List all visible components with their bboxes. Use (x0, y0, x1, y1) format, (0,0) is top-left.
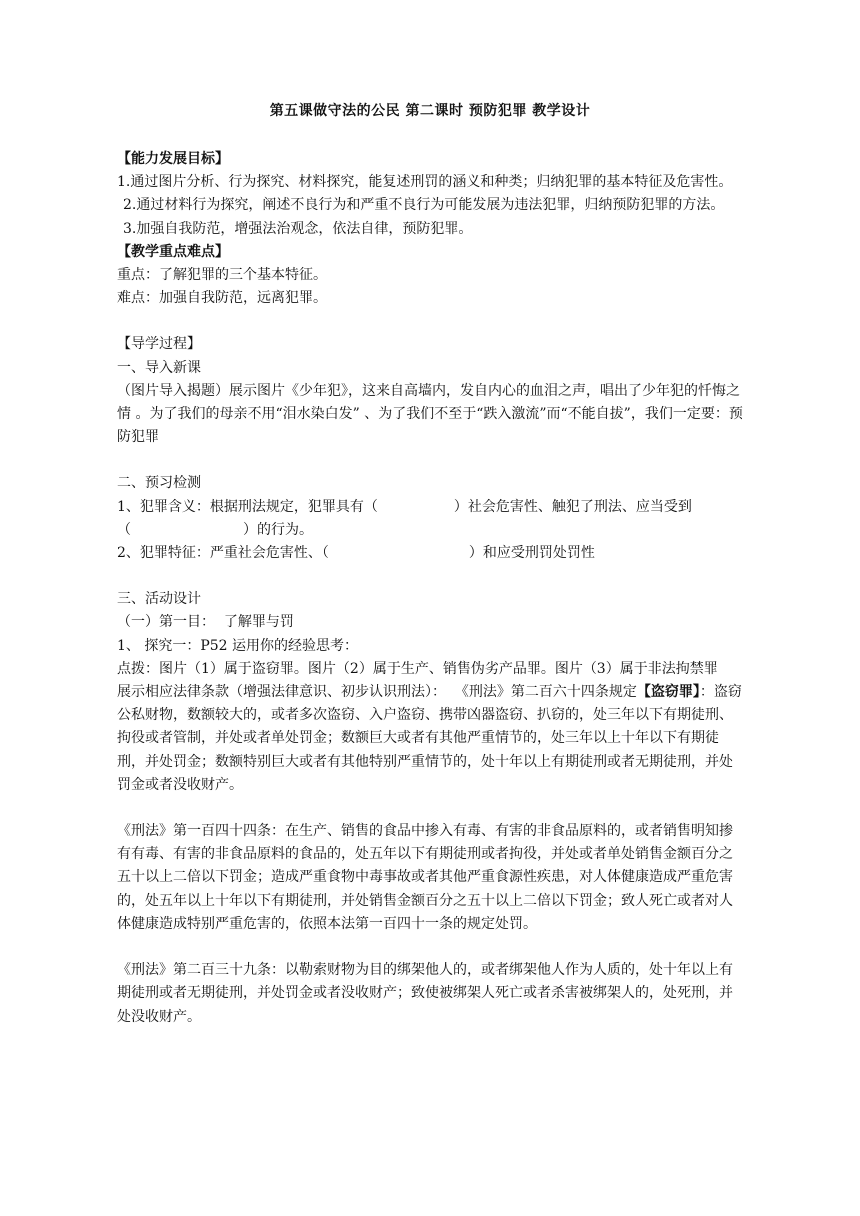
q1-text-b: ）社会危害性、触犯了刑法、应当受到 (453, 498, 692, 515)
section1-text: （图片导入揭题）展示图片《少年犯》，这来自高墙内，发自内心的血泪之声，唱出了少年犯的忏悔之情 。为了我们的母亲不用“泪水染白发” 、为了我们不至于“跌入激流”而“不能自拔”，我们一定要：预防犯罪 (117, 382, 743, 446)
difficult-point: 难点：加强自我防范，远离犯罪。 (117, 290, 327, 307)
section3-sub1: （一）第一目： 了解罪与罚 (117, 614, 294, 631)
q1-text-a: 1、犯罪含义：根据刑法规定，犯罪具有（ (117, 498, 378, 515)
process-heading: 【导学过程】 (117, 336, 201, 353)
preview-question-2 (117, 542, 743, 565)
q1-text-d: ）的行为。 (243, 521, 313, 538)
law-144: 《刑法》第一百四十四条：在生产、销售的食品中掺入有毒、有害的非食品原料的，或者销售明知掺有有毒、有害的非食品原料的食品的，处五年以下有期徒刑或者拘役，并处或者单处销售金额百分之五十以上二倍以下罚金；造成严重食物中毒事故或者其他严重食源性疾患，对人体健康造成严重危害的，处五年以上十年以下有期徒刑，并处销售金额百分之五十以上二倍以下罚金；致人死亡或者对人体健康造成特别严重危害的，依照本法第一百四十一条的规定处罚。 (117, 823, 733, 932)
goal-item-1: 1.通过图片分析、行为探究、材料探究，能复述刑罚的涵义和种类；归纳犯罪的基本特征及危害性。 (117, 174, 733, 191)
preview-question-1-cont (117, 519, 743, 542)
law-264-intro: 展示相应法律条款（增强法律意识、初步认识刑法）： 《刑法》第二百六十四条规定 (117, 684, 637, 701)
goals-heading: 【能力发展目标】 (117, 151, 229, 167)
document-page (117, 100, 743, 1029)
law-264-body: ：盗窃公私财物，数额较大的，或者多次盗窃、入户盗窃、携带凶器盗窃、扒窃的，处三年以下有期徒刑、拘役或者管制，并处或者单处罚金；数额巨大或者有其他严重情节的，处三年以上十年以下有期徒刑，并处罚金；数额特别巨大或者有其他特别严重情节的，处十年以上有期徒刑或者无期徒刑，并处罚金或者没收财产。 (117, 684, 742, 793)
keypoints-heading: 【教学重点难点】 (117, 243, 229, 260)
key-point: 重点：了解犯罪的三个基本特征。 (117, 267, 327, 284)
goal-item-2: 2.通过材料行为探究，阐述不良行为和严重不良行为可能发展为违法犯罪，归纳预防犯罪的方法。 (123, 197, 725, 214)
law-239: 《刑法》第二百三十九条：以勒索财物为目的绑架他人的，或者绑架他人作为人质的，处十年以上有期徒刑或者无期徒刑，并处罚金或者没收财产；致使被绑架人死亡或者杀害被绑架人的，处死刑，并处没收财产。 (117, 962, 733, 1025)
law-264-crime: 【盗窃罪】 (636, 684, 700, 701)
section3-title: 三、活动设计 (117, 591, 201, 608)
hint-text: 点拨：图片（1）属于盗窃罪。图片（2）属于生产、销售伪劣产品罪。图片（3）属于非法拘禁罪 (117, 660, 718, 677)
section1-title: 一、导入新课 (117, 359, 201, 376)
document-title: 第五课做守法的公民 第二课时 预防犯罪 教学设计 (269, 103, 591, 119)
preview-question-1 (117, 496, 743, 519)
explore-one: 1、 探究一：P52 运用你的经验思考： (117, 637, 359, 654)
q1-text-c: （ (117, 521, 131, 538)
section2-title: 二、预习检测 (117, 475, 201, 492)
goal-item-3: 3.加强自我防范，增强法治观念，依法自律，预防犯罪。 (123, 220, 473, 237)
q2-text-b: ）和应受刑罚处罚性 (468, 545, 595, 562)
q2-text-a: 2、犯罪特征：严重社会危害性、（ (117, 545, 329, 562)
law-264 (117, 681, 743, 797)
